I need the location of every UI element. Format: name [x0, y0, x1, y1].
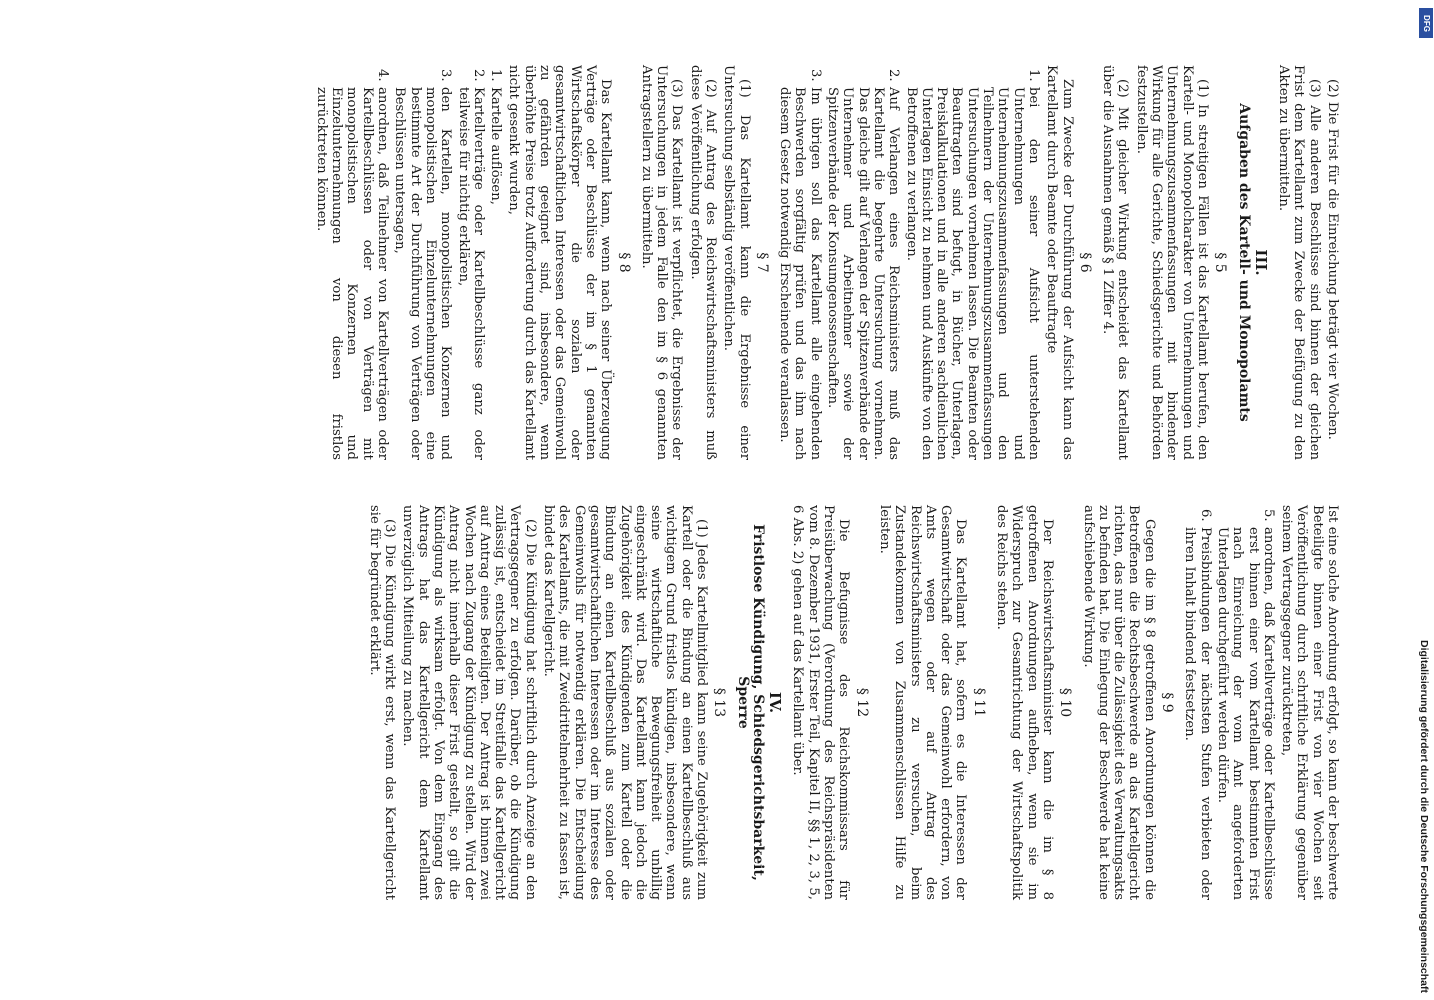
paragraph-number: § 11 [970, 687, 987, 718]
list-text: Kartelle auflösen, [488, 87, 504, 205]
paragraph: (1) In streitigen Fällen ist das Kartellamt berufen, den Kartell- und Monopolcharakter von Unternehmungen und Unternehmungszusammenfassungen mit bindender Wirkung für alle Gerichte, Schiedsgerichte und Behörden festzustellen. [1133, 65, 1210, 460]
funding-text: Digitalisierung gefördert durch die Deutsche Forschungsgemeinschaft [1418, 640, 1430, 993]
dfg-logo-text: DFG [1421, 14, 1431, 32]
list-number: 6. [1197, 509, 1213, 522]
paragraph: Zum Zwecke der Durchführung der Aufsicht kann das Kartellamt durch Beamte oder Beauftragte [1044, 65, 1075, 460]
section-title: Aufgaben des Kartell- und Monopolamts [1235, 103, 1252, 422]
list-item [1182, 505, 1213, 900]
list-item [392, 65, 453, 460]
list-number: 1. [488, 69, 504, 82]
section-title: Fristlose Kündigung, Schiedsgerichtsbarkeit, Sperre [734, 524, 766, 881]
section-roman-heading: III. [1251, 249, 1270, 276]
list-text: den Kartellen, monopolistischen Konzernen und monopolistischen Einzelunternehmungen eine bestimmte Art der Durchführung von Verträgen oder Beschlüssen untersagen, [392, 87, 454, 460]
list-item [314, 65, 390, 460]
list-number: 2. [886, 69, 902, 82]
funding-note [1418, 8, 1434, 993]
list-item [455, 65, 486, 460]
paragraph: (2) Die Frist für die Einreichung beträgt vier Wochen. [1325, 79, 1340, 440]
document-page [0, 65, 1340, 925]
paragraph: (1) Jedes Kartellmitglied kann seine Zugehörigkeit zum Kartell oder die Bindung an einen Kartellbeschluß aus wichtigem Grund fristlos kündigen, insbesondere, wenn seine wirtschaftliche Bewegungsfreiheit unbillig eingeschränkt wird. Das Kartellamt kann jedoch die Zugehörigkeit des Kündigenden zum Kartell oder die Bindung an einen Kartellbeschluß aus sozialen oder gesamtwirtschaftlichen Interessen oder im Interesse des Gemeinwohls für notwendig erklären. Die Entscheidung des Kartellamts, die mit Zweidrittelmehrheit zu fassen ist, bindet das Kartellgericht. [541, 505, 710, 900]
paragraph: Die Befugnisse des Reichskommissars für Preisüberwachung (Verordnung des Reichspräsidenten vom 8. Dezember 1931, Erster Teil, Kapitel II, §§ 1, 2, 3, 5, 6 Abs. 2) gehen auf das Kartellamt über. [790, 505, 852, 900]
paragraph: (2) Auf Antrag des Reichswirtschaftsministers muß diese Veröffentlichung erfolgen. [687, 65, 719, 460]
list-number: 3. [438, 69, 454, 82]
list-text: anordnen, daß Kartellverträge oder Kartellbeschlüsse erst binnen einer vom Kartellamt bestimmten Frist nach Einreichung der vom Amt angeforderten Unterlagen durchgeführt werden dürfen. [1214, 527, 1276, 900]
list-number: 2. [470, 69, 486, 82]
list-number: 3. [807, 69, 823, 82]
list-text: Kartellverträge oder Kartellbeschlüsse ganz oder teilweise für nichtig erklären, [455, 87, 486, 460]
paragraph: (3) Alle anderen Beschlüsse sind binnen der gleichen Frist dem Kartellamt zum Zwecke der Beifügung zu den Akten zu übermitteln. [1276, 65, 1322, 460]
list-number: 5. [1260, 509, 1276, 522]
list-item [777, 65, 823, 460]
list-text: Preisbindungen der nächsten Stufen verbieten oder ihren Inhalt bindend festsetzen. [1182, 527, 1213, 900]
list-text: anordnen, daß Teilnehmer von Kartellverträgen oder Kartellbeschlüssen oder von Verträgen mit monopolistischen Konzernen und Einzelunternehmungen von diesen fristlos zurücktreten können. [313, 87, 391, 460]
paragraph: (3) Das Kartellamt ist verpflichtet, die Ergebnisse der Untersuchungen in jedem Falle den im § 6 genannten Antragstellern zu übermitteln. [638, 65, 685, 460]
list-item [903, 65, 1041, 460]
paragraph-number: § 9 [1159, 692, 1176, 713]
list-text: bei den seiner Aufsicht unterstehenden Unternehmungen und Unternehmungszusammenfassungen und den Teilnehmern der Unternehmungszusammenfassungen Untersuchungen vornehmen lassen. Die Beamten oder Beauftragten sind befugt, in Bücher, Unterlagen, Preiskalkulationen und in alle anderen sachdienlichen Unterlagen Einsicht zu nehmen und Auskünfte von den Betroffenen zu verlangen. [903, 87, 1041, 460]
paragraph-number: § 10 [1057, 687, 1074, 718]
numbered-list [1182, 505, 1276, 900]
dfg-logo [1419, 8, 1433, 38]
list-text: Im übrigen soll das Kartellamt alle eingehenden Beschwerden sorgfältig prüfen und das ihm nach diesem Gesetz notwendig Erscheinende veranlassen. [777, 87, 823, 460]
paragraph: (2) Die Kündigung hat schriftlich durch Anzeige an den Vertragsgegner zu erfolgen. Darüber, ob die Kündigung zulässig ist, entscheidet im Streitfalle das Kartellgericht auf Antrag eines Beteiligten. Der Antrag ist binnen zwei Wochen nach Zugang der Kündigung zu stellen. Wird der Antrag nicht innerhalb dieser Frist gestellt, so gilt die Kündigung als wirksam erfolgt. Von dem Eingang des Antrags hat das Kartellgericht dem Kartellamt unverzüglich Mitteilung zu machen. [400, 505, 538, 900]
list-number: 1. [1025, 69, 1041, 82]
paragraph-number: § 5 [1212, 252, 1229, 273]
paragraph: Ist eine solche Anordnung erfolgt, so kann der beschwerte Beteiligte binnen einer Frist von vier Wochen seit Veröffentlichung durch schriftliche Erklärung gegenüber seinem Vertragsgegner zurücktreten, [1279, 505, 1340, 900]
right-column [363, 505, 1340, 900]
paragraph: Das Kartellamt hat, sofern es die Interessen der Gesamtwirtschaft oder das Gemeinwohl erfordern, von Amts wegen oder auf Antrag des Reichswirtschaftsministers zu versuchen, beim Zustandekommen von Zusammenschlüssen Hilfe zu leisten. [876, 505, 969, 900]
paragraph: Das Kartellamt kann, wenn nach seiner Überzeugung Verträge oder Beschlüsse der im § 1 genannten Wirtschaftskörper die sozialen oder gesamtwirtschaftlichen Interessen oder das Gemeinwohl zu gefährden geeignet sind, insbesondere, wenn überhöhte Preise trotz Aufforderung durch das Kartellamt nicht gesenkt wurden, [506, 65, 614, 460]
paragraph-number: § 12 [853, 687, 870, 718]
list-item [488, 65, 503, 460]
paragraph: (2) Mit gleicher Wirkung entscheidet das Kartellamt über die Ausnahmen gemäß § 1 Ziffer 4. [1100, 65, 1131, 460]
list-item [1215, 505, 1276, 900]
numbered-list [777, 65, 1041, 460]
paragraph-number: § 8 [615, 252, 632, 273]
list-item [825, 65, 901, 460]
paragraph-number: § 13 [711, 687, 728, 718]
paragraph-number: § 6 [1076, 252, 1093, 273]
paragraph: Der Reichswirtschaftsminister kann die im § 8 getroffenen Anordnungen aufheben, wenn sie im Widerspruch zur Gesamtrichtung der Wirtschaftspolitik des Reichs stehen. [994, 505, 1055, 900]
section-roman-heading: IV. [766, 691, 785, 714]
left-column [311, 65, 1340, 460]
paragraph: (1) Das Kartellamt kann die Ergebnisse einer Untersuchung selbständig veröffentlichen. [721, 65, 752, 460]
numbered-list [314, 65, 504, 460]
list-number: 4. [375, 69, 391, 82]
list-text: Auf Verlangen eines Reichsministers muß das Kartellamt die begehrte Untersuchung vornehmen. Das gleiche gilt auf Verlangen der Spitzenverbände der Unternehmer und Arbeitnehmer sowie der Spitzenverbände der Konsumgenossenschaften. [825, 87, 902, 460]
paragraph-number: § 7 [753, 252, 770, 273]
paragraph: (3) Die Kündigung wirkt erst, wenn das Kartellgericht sie für begründet erklärt. [366, 505, 398, 900]
paragraph: Gegen die im § 8 getroffenen Anordnungen können die Betroffenen die Rechtsbeschwerde an das Kartellgericht richten, das nur über die Zulässigkeit des Verwaltungsakts zu befinden hat. Die Einlegung der Beschwerde hat keine aufschiebende Wirkung. [1080, 505, 1157, 900]
